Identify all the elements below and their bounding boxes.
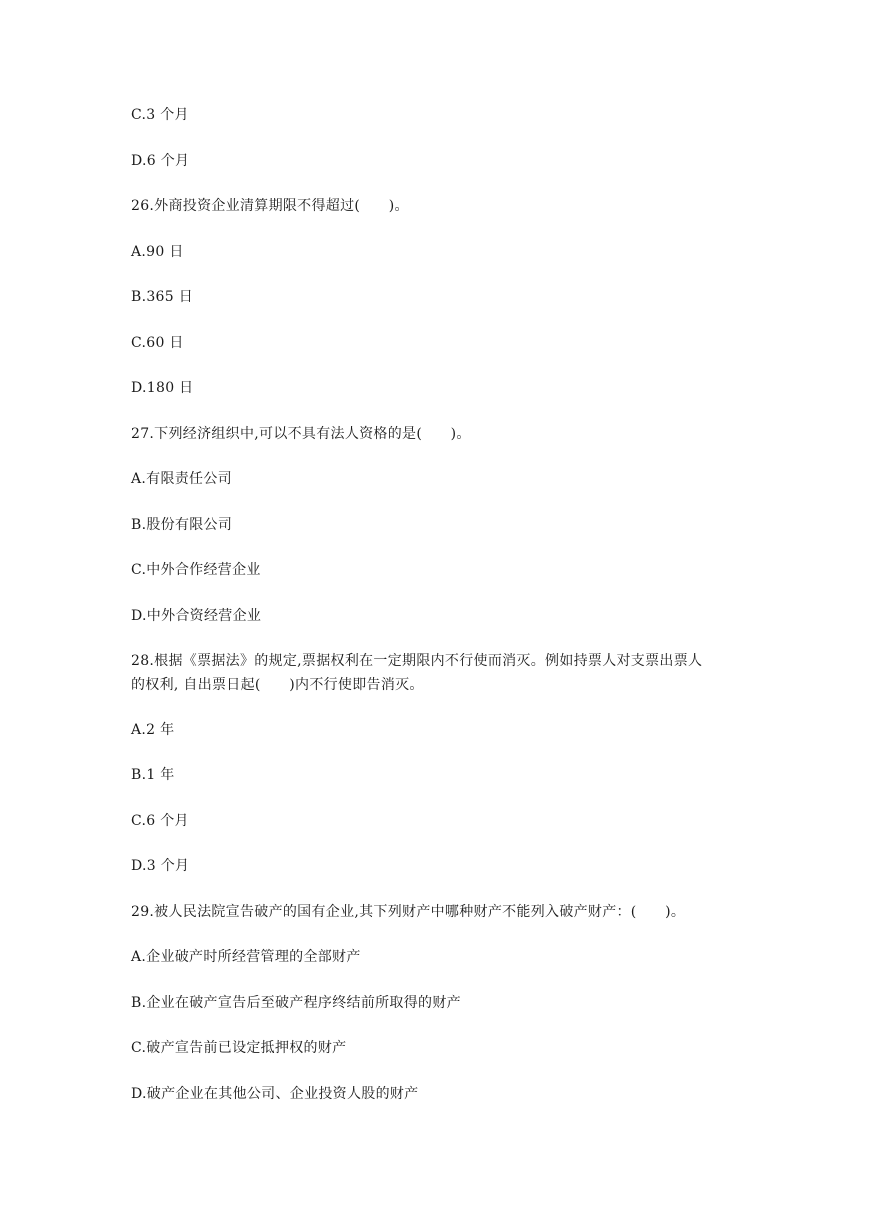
option-29a: A.企业破产时所经营管理的全部财产 xyxy=(131,949,361,965)
option-25d: D.6 个月 xyxy=(131,153,190,169)
option-27a: A.有限责任公司 xyxy=(131,471,232,487)
option-29d: D.破产企业在其他公司、企业投资人股的财产 xyxy=(131,1086,419,1102)
option-28b: B.1 年 xyxy=(131,767,175,783)
option-29b: B.企业在破产宣告后至破产程序终结前所取得的财产 xyxy=(131,995,461,1011)
option-29c: C.破产宣告前已设定抵押权的财产 xyxy=(131,1040,347,1056)
option-28a: A.2 年 xyxy=(131,722,175,738)
option-26c: C.60 日 xyxy=(131,335,184,351)
question-26: 26.外商投资企业清算期限不得超过( )。 xyxy=(131,198,409,214)
option-26b: B.365 日 xyxy=(131,289,194,305)
option-28c: C.6 个月 xyxy=(131,813,189,829)
option-26d: D.180 日 xyxy=(131,380,194,396)
option-26a: A.90 日 xyxy=(131,244,184,260)
option-28d: D.3 个月 xyxy=(131,858,190,874)
question-28-line-1: 28.根据《票据法》的规定,票据权利在一定期限内不行使而消灭。例如持票人对支票出票人 xyxy=(131,653,703,669)
option-27d: D.中外合资经营企业 xyxy=(131,608,262,624)
option-27c: C.中外合作经营企业 xyxy=(131,562,261,578)
question-27: 27.下列经济组织中,可以不具有法人资格的是( )。 xyxy=(131,426,471,442)
question-28-line-2: 的权利, 自出票日起( )内不行使即告消灭。 xyxy=(131,677,424,693)
option-27b: B.股份有限公司 xyxy=(131,517,233,533)
option-25c: C.3 个月 xyxy=(131,107,189,123)
question-29: 29.被人民法院宣告破产的国有企业,其下列财产中哪种财产不能列入破产财产：( )。 xyxy=(131,904,686,920)
